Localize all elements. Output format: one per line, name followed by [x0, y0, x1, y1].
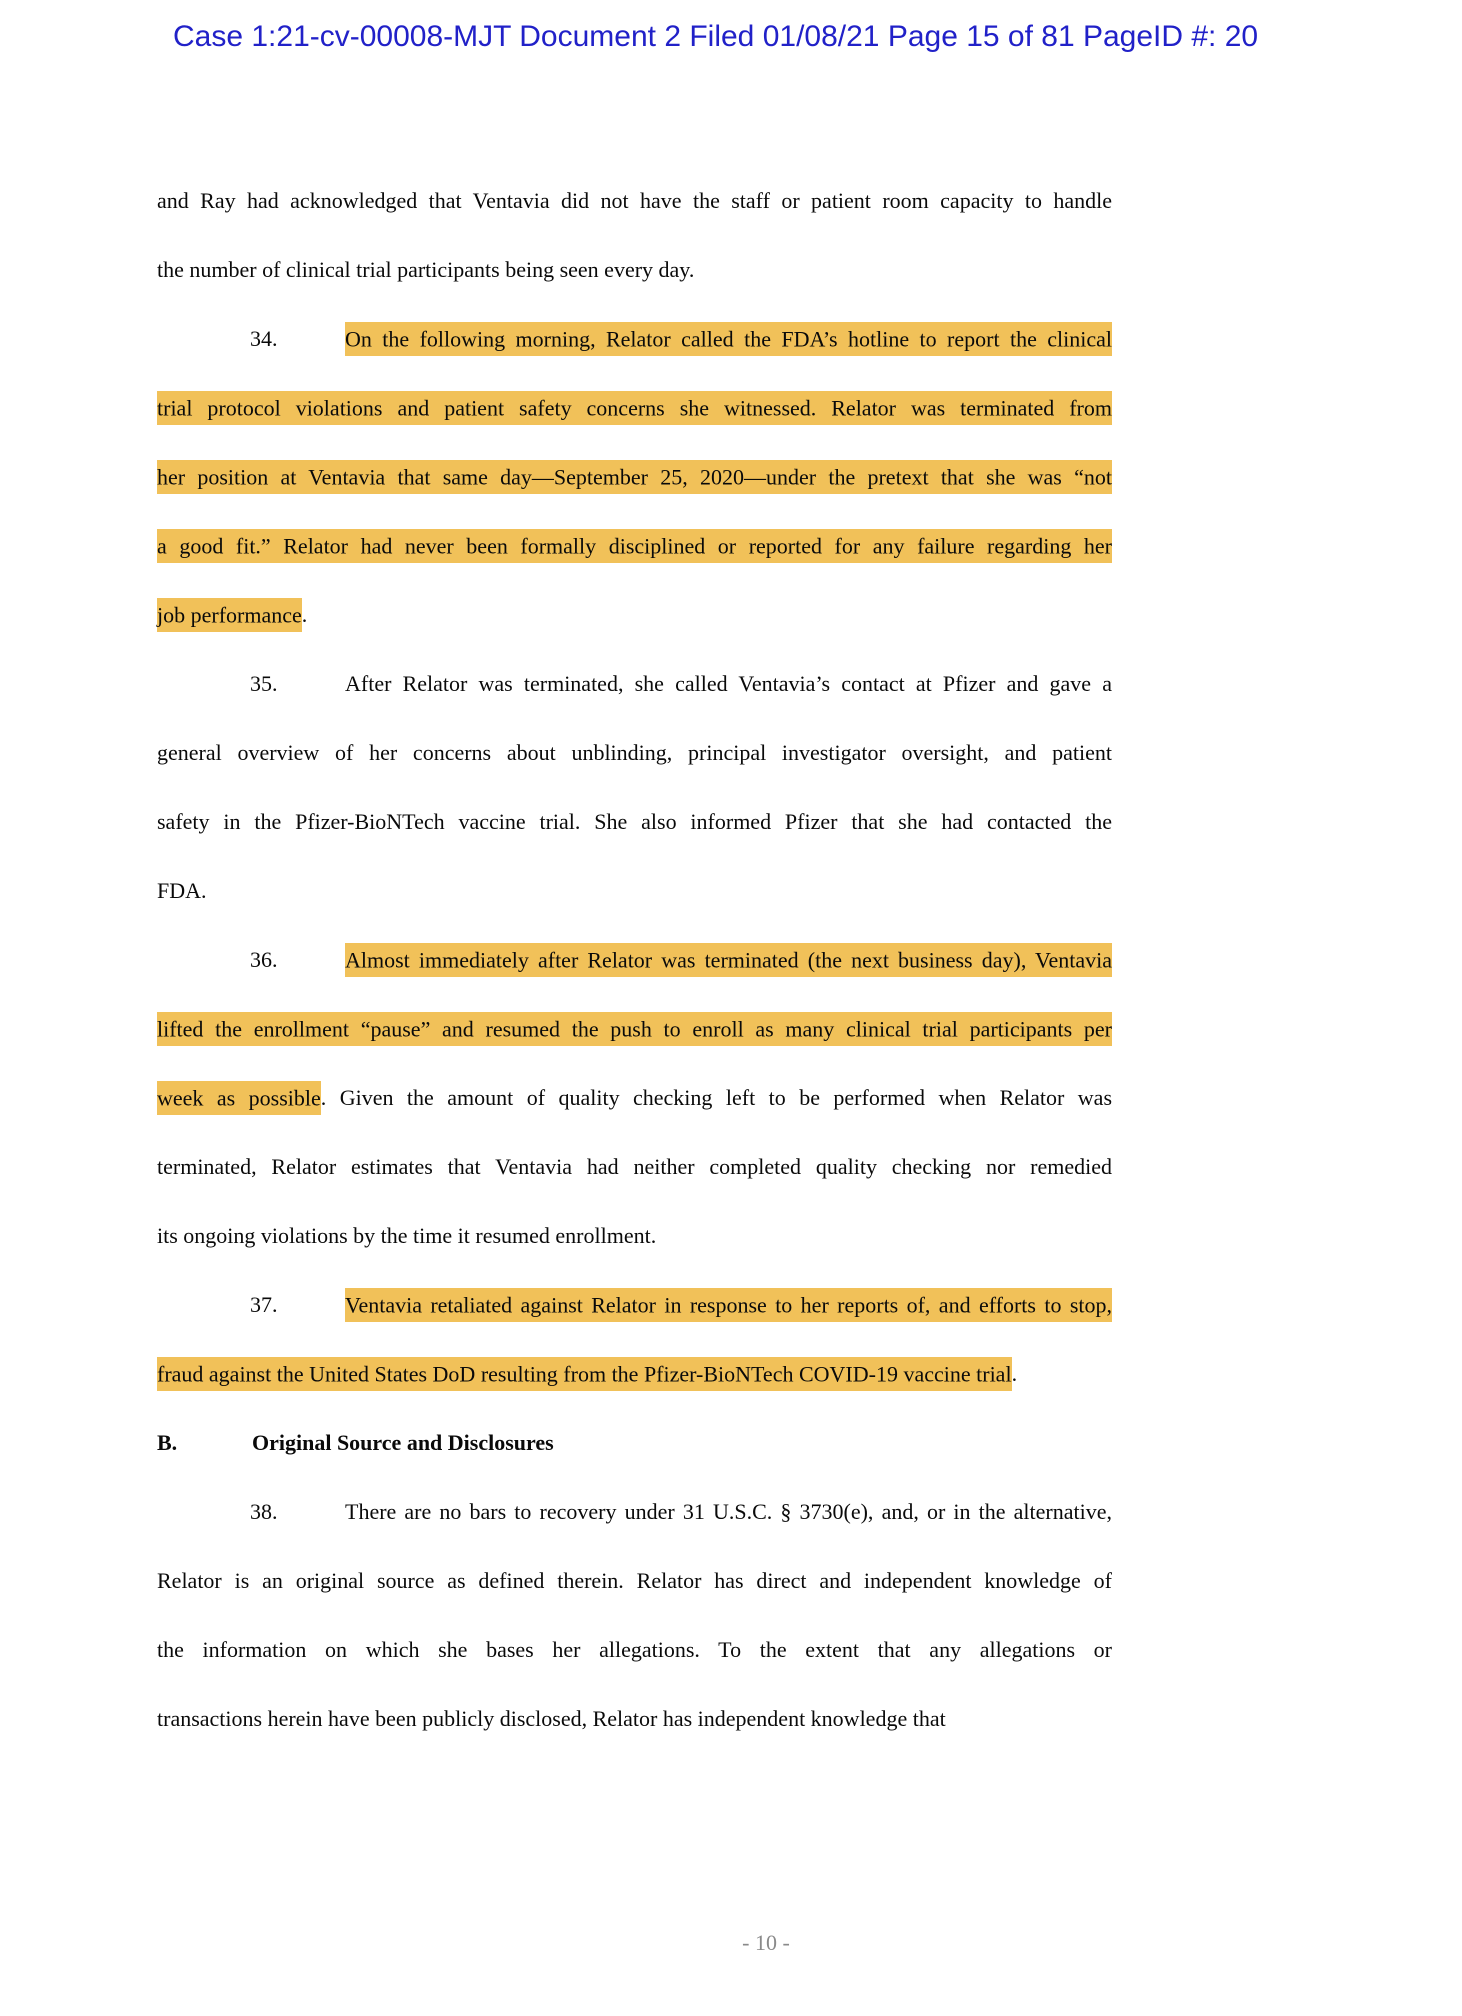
body-text: . [1011, 1361, 1018, 1386]
document-line [157, 787, 1112, 856]
document-line [157, 994, 1112, 1063]
document-line [157, 580, 1112, 649]
body-text: and Ray had acknowledged that Ventavia did not have the staff or patient room capacity to handle [157, 188, 1112, 213]
document-line [157, 925, 1112, 994]
body-text: safety in the Pfizer-BioNTech vaccine trial. She also informed Pfizer that she had contacted the [157, 809, 1112, 834]
body-text: its ongoing violations by the time it resumed enrollment. [157, 1223, 657, 1248]
document-line [157, 373, 1112, 442]
document-line [157, 1339, 1112, 1408]
body-text: FDA. [157, 878, 207, 903]
document-line [157, 511, 1112, 580]
body-text: . [301, 602, 308, 627]
document-line [157, 304, 1112, 373]
body-text: the information on which she bases her allegations. To the extent that any allegations or [157, 1637, 1112, 1662]
document-line [157, 1477, 1112, 1546]
document-line [157, 1132, 1112, 1201]
document-line [157, 1684, 1112, 1753]
paragraph-number: 34. [250, 326, 278, 351]
section-heading [157, 1408, 1112, 1477]
highlighted-text: Almost immediately after Relator was terminated (the next business day), Ventavia [345, 943, 1112, 977]
highlighted-text: week as possible [157, 1081, 321, 1115]
body-text: terminated, Relator estimates that Ventavia had neither completed quality checking nor remedied [157, 1154, 1112, 1179]
highlighted-text: On the following morning, Relator called the FDA’s hotline to report the clinical [345, 322, 1112, 356]
body-text: the number of clinical trial participants being seen every day. [157, 257, 695, 282]
paragraph-number: 36. [250, 947, 278, 972]
document-line [157, 1546, 1112, 1615]
highlighted-text: a good fit.” Relator had never been formally disciplined or reported for any failure regarding her [157, 529, 1112, 563]
document-line [157, 1270, 1112, 1339]
paragraph-number: 35. [250, 671, 278, 696]
highlighted-text: job performance [157, 598, 302, 632]
highlighted-text: her position at Ventavia that same day—September 25, 2020—under the pretext that she was “not [157, 460, 1112, 494]
document-line [157, 1615, 1112, 1684]
page-number: - 10 - [742, 1930, 790, 1955]
document-line [157, 235, 1112, 304]
body-text: Original Source and Disclosures [252, 1430, 554, 1455]
body-text: transactions herein have been publicly disclosed, Relator has independent knowledge that [157, 1706, 946, 1731]
document-body [157, 166, 1112, 1753]
highlighted-text: fraud against the United States DoD resulting from the Pfizer-BioNTech COVID-19 vaccine trial [157, 1357, 1012, 1391]
highlighted-text: lifted the enrollment “pause” and resumed the push to enroll as many clinical trial participants per [157, 1012, 1112, 1046]
paragraph-number: 37. [250, 1292, 278, 1317]
body-text: Relator is an original source as defined therein. Relator has direct and independent knowledge of [157, 1568, 1112, 1593]
document-line [157, 442, 1112, 511]
highlighted-text: Ventavia retaliated against Relator in response to her reports of, and efforts to stop, [345, 1288, 1112, 1322]
body-text: . Given the amount of quality checking left to be performed when Relator was [320, 1085, 1112, 1110]
document-line [157, 649, 1112, 718]
body-text: There are no bars to recovery under 31 U.S.C. § 3730(e), and, or in the alternative, [345, 1499, 1112, 1524]
highlighted-text: trial protocol violations and patient safety concerns she witnessed. Relator was terminated from [157, 391, 1112, 425]
document-line [157, 1201, 1112, 1270]
document-line [157, 1063, 1112, 1132]
body-text: general overview of her concerns about unblinding, principal investigator oversight, and patient [157, 740, 1112, 765]
body-text: After Relator was terminated, she called Ventavia’s contact at Pfizer and gave a [345, 671, 1112, 696]
document-line [157, 718, 1112, 787]
document-line [157, 856, 1112, 925]
paragraph-number: 38. [250, 1499, 278, 1524]
case-stamp-header: Case 1:21-cv-00008-MJT Document 2 Filed 01/08/21 Page 15 of 81 PageID #: 20 [173, 20, 1259, 53]
heading-letter: B. [157, 1430, 178, 1455]
document-line [157, 166, 1112, 235]
